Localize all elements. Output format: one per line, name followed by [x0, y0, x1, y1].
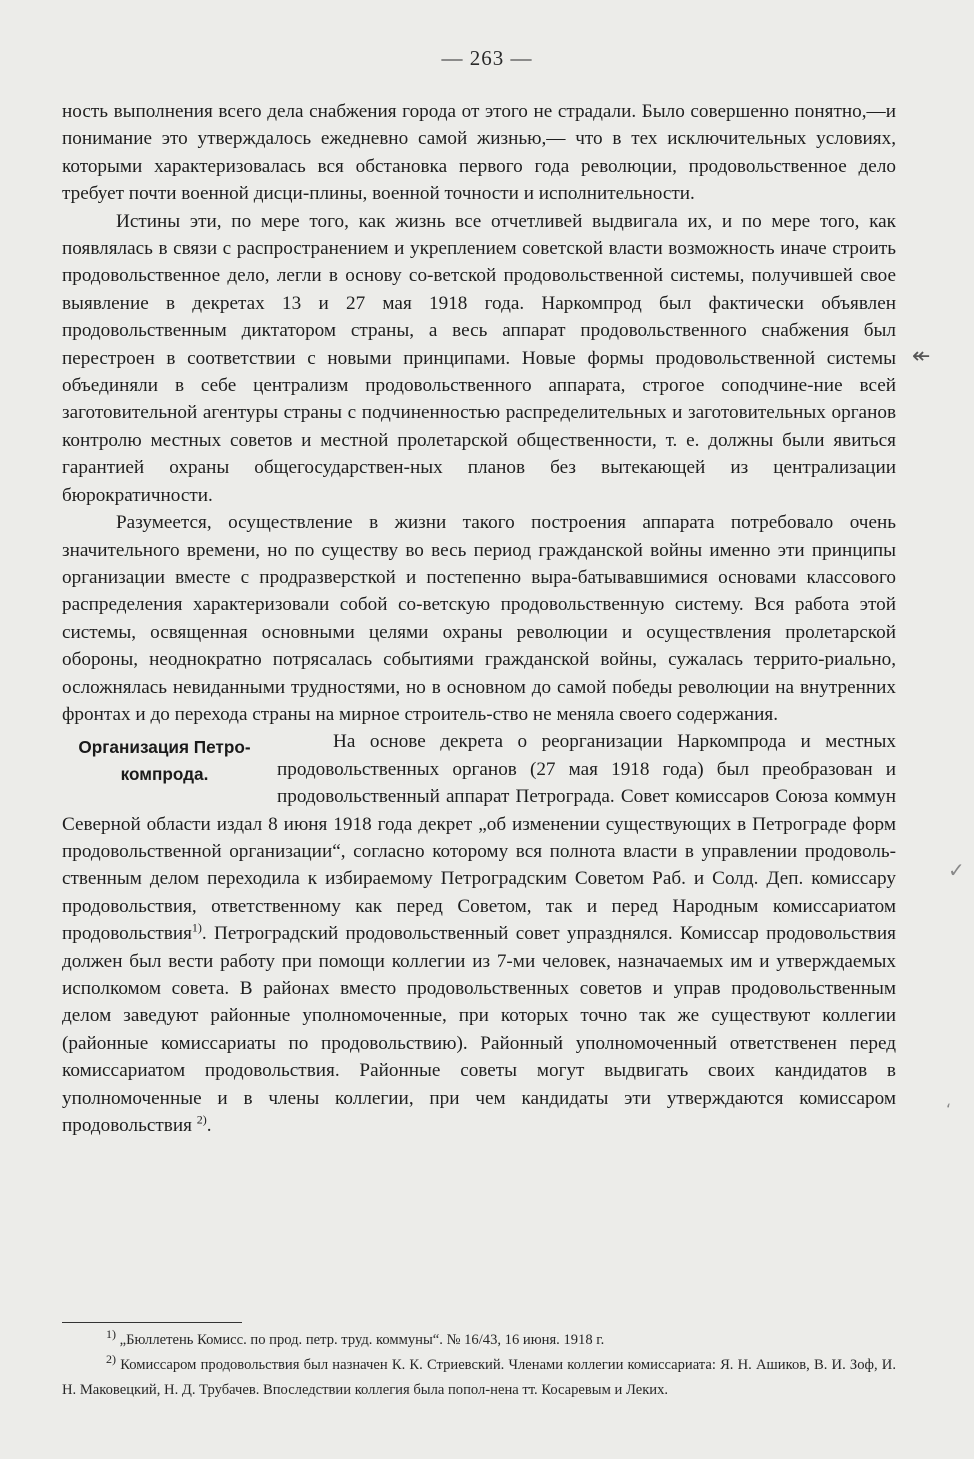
section-heading-line-1: Организация Петро- [78, 737, 251, 758]
paragraph-implementation: Разумеется, осуществление в жизни такого построения аппарата потребовало очень значительного времени, но по существу во весь период гражданской войны именно эти принципы организации вместе с продразверсткой и постепенно выра-батывавшимися основами классового распределения характеризовали собой со-ветскую продовольственную систему. Вся работа этой системы, освященная основными целями охраны революции и осуществления пролетарской обороны, неоднократно потрясалась событиями гражданской войны, сужалась террито-риально, осложнялась невиданными трудностями, но в основном до самой победы революции на внутренних фронтах и до перехода страны на мирное строитель-ство не меняла своего содержания. [62, 512, 896, 725]
section-petrokomprod [62, 728, 896, 1139]
margin-tick-mark-icon: ‘ [946, 1100, 952, 1119]
section-heading-line-2: компрода. [120, 764, 209, 785]
footnote-ref-2[interactable]: 2) [196, 1112, 207, 1127]
margin-pencil-mark-icon: ↞ [912, 344, 931, 369]
footnotes [62, 1328, 896, 1403]
paragraph-reorganization [62, 728, 896, 1139]
reorganization-text-2: . Петроградский продовольственный совет упразднялся. Комиссар продовольствия должен был вести работу при помощи коллегии из 7-ми человек, назначаемых им и утверждаемых исполкомом совета. В районах вместо продовольственных советов и управ продовольственным делом заведуют районные уполномоченные, при которых точно так же существуют коллегии (районные комиссариаты по продовольствию). Районный уполномоченный ответственен перед комиссариатом продовольствия. Районные советы могут выдвигать своих кандидатов в уполномоченные и в члены коллегии, при чем кандидаты эти утверждаются комиссаром продовольствия [62, 923, 896, 1137]
section-heading [62, 734, 267, 788]
margin-check-mark-icon: ✓ [948, 858, 965, 882]
footnote-ref-1[interactable]: 1) [191, 920, 202, 935]
footnote-2-mark: 2) [106, 1352, 116, 1367]
footnote-1-text: „Бюллетень Комисс. по прод. петр. труд. коммуны“. № 16/43, 16 июня. 1918 г. [119, 1332, 605, 1348]
paragraph-truths: Истины эти, по мере того, как жизнь все отчетливей выдвигала их, и по мере того, как появлялась в связи с распространением и укреплением советской власти возможность иначе строить продовольственное дело, легли в основу со-ветской продовольственной системы, получившей свое выявление в декретах 13 и 27 мая 1918 года. Наркомпрод был фактически объявлен продовольственным диктатором страны, а весь аппарат продовольственного снабжения был перестроен в соответствии с новыми принципами. Новые формы продовольственной системы объединяли в себе централизм продовольственного аппарата, строгое соподчине-ние всей заготовительной агентуры страны с подчиненностью распределительных и заготовительных органов контролю местных советов и местной пролетарской общественности, т. е. должны были явиться гарантией охраны общегосударствен-ных планов без вытекающей из централизации бюрократичности. [62, 210, 896, 506]
footnote-1 [62, 1328, 896, 1353]
reorganization-text-end: . [206, 1115, 212, 1137]
footnote-1-mark: 1) [106, 1327, 116, 1342]
footnote-divider [62, 1322, 242, 1323]
reorganization-text-1: На основе декрета о реорганизации Наркомпрода и местных продовольственных органов (27 мая 1918 года) был преобразован и продовольственный аппарат Петрограда. Совет комиссаров Союза коммун Северной области издал 8 июня 1918 года декрет „об изменении существующих в Петрограде форм продовольственной организации“, согласно которому вся полнота власти в управлении продоволь-ственным делом переходила к избираемому Петроградским Советом Раб. и Солд. Деп. комиссару продовольствия, ответственному как перед Советом, так и перед Народным комиссариатом продовольствия [62, 731, 896, 945]
footnote-2 [62, 1353, 896, 1403]
paragraph-continuation: ность выполнения всего дела снабжения города от этого не страдали. Было совершенно понятно,—и понимание это утверждалось ежедневно самой жизнью,— что в тех исключительных условиях, которыми характеризовалась вся обстановка первого года революции, продовольственное дело требует почти военной дисци-плины, военной точности и исполнительности. [62, 101, 896, 205]
footnote-2-text: Комиссаром продовольствия был назначен К. К. Стриевский. Членами коллегии комиссариата: Я. Н. Ашиков, В. И. Зоф, И. Н. Маковецкий, Н. Д. Трубачев. Впоследствии коллегия была попол-нена тт. Косаревым и Леких. [62, 1357, 896, 1398]
main-text [62, 98, 896, 1139]
page-number: — 263 — [441, 46, 533, 70]
